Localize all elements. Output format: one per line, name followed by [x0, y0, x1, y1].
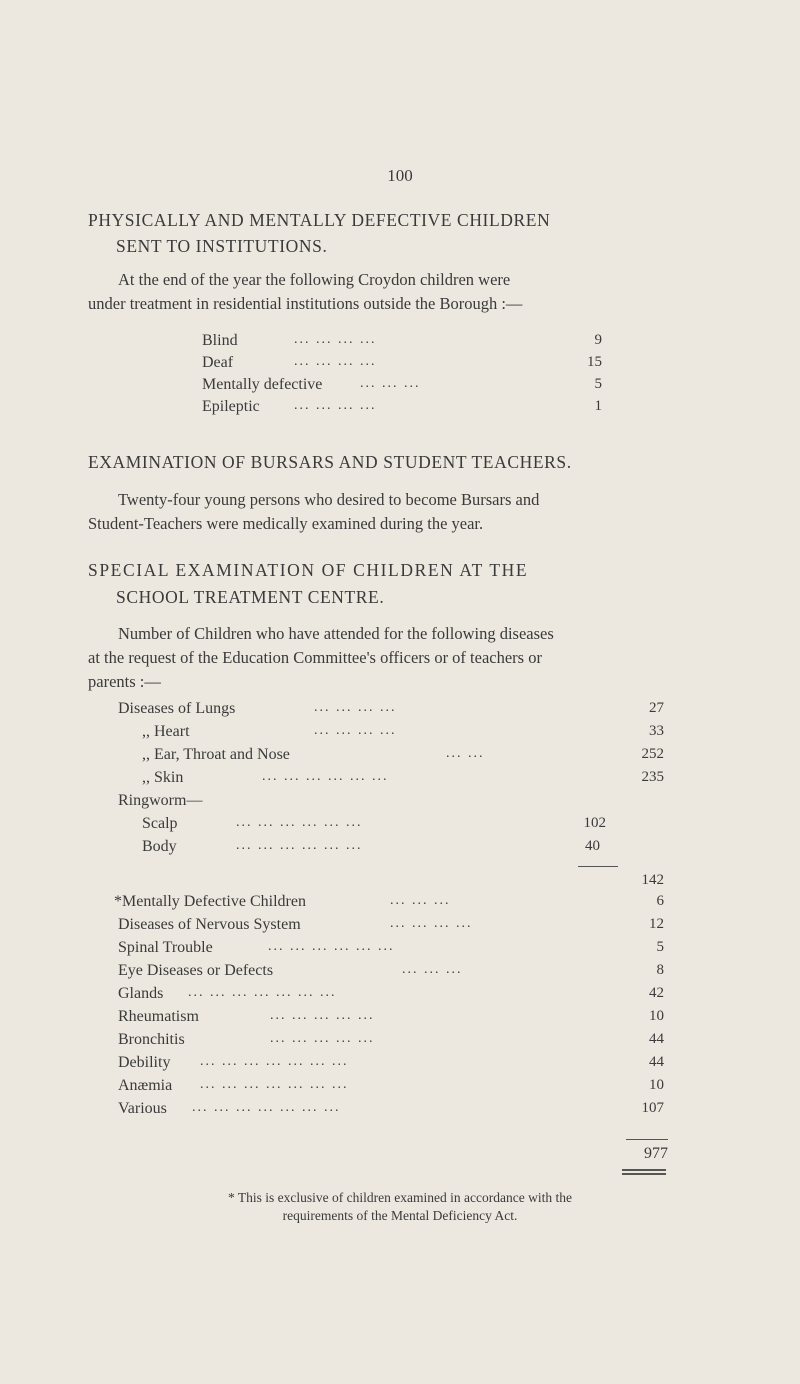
section3-para-line2: at the request of the Education Committee's officers or of teachers or — [88, 648, 542, 667]
row-value: 44 — [649, 1031, 664, 1047]
row-value: 10 — [649, 1008, 664, 1024]
row-label: Debility — [118, 1054, 171, 1071]
leader-dots: ... ... ... — [402, 962, 463, 977]
row-label: Diseases of Lungs — [118, 700, 236, 717]
section1-heading-line2: SENT TO INSTITUTIONS. — [116, 236, 328, 256]
leader-dots: ... ... ... — [360, 376, 421, 391]
section3-para-line1: Number of Children who have attended for the following diseases — [118, 624, 554, 643]
section3-heading-line1: SPECIAL EXAMINATION OF CHILDREN AT THE — [88, 560, 529, 580]
row-label: Rheumatism — [118, 1008, 199, 1025]
leader-dots: ... ... ... ... ... ... — [262, 769, 389, 784]
double-rule-top — [622, 1169, 666, 1171]
row-label: Glands — [118, 985, 164, 1002]
row-label: Body — [142, 838, 177, 855]
section1-para-line2: under treatment in residential institutions outside the Borough :— — [88, 294, 523, 313]
row-label: ,, Ear, Throat and Nose — [142, 746, 290, 763]
leader-dots: ... ... ... ... ... ... — [268, 939, 395, 954]
leader-dots: ... ... ... ... ... — [270, 1031, 375, 1046]
row-label: Eye Diseases or Defects — [118, 962, 274, 979]
row-label: Diseases of Nervous System — [118, 916, 301, 933]
section2-heading: EXAMINATION OF BURSARS AND STUDENT TEACHERS. — [88, 452, 572, 472]
footnote-line1: * This is exclusive of children examined in accordance with the — [228, 1190, 572, 1205]
page-number: 100 — [387, 166, 413, 185]
row-value: 12 — [649, 916, 664, 932]
table-row — [118, 985, 678, 1007]
leader-dots: ... ... ... — [390, 893, 451, 908]
section3-para-line3: parents :— — [88, 672, 161, 691]
row-label: Scalp — [142, 815, 178, 832]
table-row — [118, 723, 678, 745]
row-label: Various — [118, 1100, 167, 1117]
row-value: 5 — [594, 376, 602, 392]
row-label: Spinal Trouble — [118, 939, 213, 956]
row-value: 15 — [587, 354, 602, 370]
row-label: Blind — [202, 332, 238, 349]
row-value: 42 — [649, 985, 664, 1001]
leader-dots: ... ... ... ... — [314, 723, 397, 738]
row-value: 252 — [641, 746, 664, 762]
table-row — [202, 354, 622, 376]
row-value: 44 — [649, 1054, 664, 1070]
table-row — [202, 398, 622, 420]
section3-heading-line2: SCHOOL TREATMENT CENTRE. — [116, 587, 385, 607]
table-row — [118, 962, 678, 984]
leader-dots: ... ... — [446, 746, 485, 761]
row-label: ,, Skin — [142, 769, 184, 786]
leader-dots: ... ... ... ... ... ... ... — [200, 1077, 349, 1092]
row-subvalue: 102 — [583, 815, 606, 831]
table-row — [118, 1031, 678, 1053]
table-row — [118, 769, 678, 791]
row-label: *Mentally Defective Children — [114, 893, 306, 910]
row-subvalue: 40 — [585, 838, 600, 854]
row-value: 5 — [656, 939, 664, 955]
table-row — [118, 916, 678, 938]
table-row — [118, 1008, 678, 1030]
total-rule — [626, 1139, 668, 1140]
row-value: 9 — [594, 332, 602, 348]
row-value: 1 — [594, 398, 602, 414]
row-value: 142 — [641, 872, 664, 888]
table-row — [118, 872, 678, 894]
leader-dots: ... ... ... ... — [314, 700, 397, 715]
leader-dots: ... ... ... ... ... ... — [236, 815, 363, 830]
leader-dots: ... ... ... ... ... ... ... — [200, 1054, 349, 1069]
table-row — [118, 838, 678, 860]
row-value: 235 — [641, 769, 664, 785]
table-row — [118, 1077, 678, 1099]
row-label: Epileptic — [202, 398, 260, 415]
section2-para-line1: Twenty-four young persons who desired to become Bursars and — [118, 490, 540, 509]
subtotal-rule — [578, 866, 618, 867]
row-value: 107 — [641, 1100, 664, 1116]
double-rule-bottom — [622, 1173, 666, 1175]
row-label: Anæmia — [118, 1077, 173, 1094]
table-row — [118, 815, 678, 837]
leader-dots: ... ... ... ... — [294, 354, 377, 369]
row-label: Bronchitis — [118, 1031, 185, 1048]
row-value: 6 — [656, 893, 664, 909]
grand-total: 977 — [644, 1145, 668, 1162]
row-label: Mentally defective — [202, 376, 323, 393]
leader-dots: ... ... ... ... ... ... ... — [192, 1100, 341, 1115]
row-label: Deaf — [202, 354, 234, 371]
section2-para-line2: Student-Teachers were medically examined during the year. — [88, 514, 484, 533]
section1-para-line1: At the end of the year the following Croydon children were — [118, 270, 511, 289]
leader-dots: ... ... ... ... — [294, 398, 377, 413]
table-row — [118, 746, 678, 768]
section1-heading-line1: PHYSICALLY AND MENTALLY DEFECTIVE CHILDREN — [88, 210, 551, 230]
table-row — [202, 376, 622, 398]
leader-dots: ... ... ... ... — [390, 916, 473, 931]
table-row — [118, 792, 678, 814]
row-label: Ringworm— — [118, 792, 203, 809]
leader-dots: ... ... ... ... ... ... — [236, 838, 363, 853]
table-row — [114, 893, 678, 915]
leader-dots: ... ... ... ... — [294, 332, 377, 347]
row-label: ,, Heart — [142, 723, 190, 740]
table-row — [118, 939, 678, 961]
table-row — [118, 700, 678, 722]
table-row — [118, 1054, 678, 1076]
table-row — [118, 1100, 678, 1122]
table-row — [202, 332, 622, 354]
row-value: 27 — [649, 700, 664, 716]
leader-dots: ... ... ... ... ... ... ... — [188, 985, 337, 1000]
footnote-line2: requirements of the Mental Deficiency Act. — [282, 1208, 518, 1223]
row-value: 33 — [649, 723, 664, 739]
leader-dots: ... ... ... ... ... — [270, 1008, 375, 1023]
row-value: 8 — [656, 962, 664, 978]
row-value: 10 — [649, 1077, 664, 1093]
